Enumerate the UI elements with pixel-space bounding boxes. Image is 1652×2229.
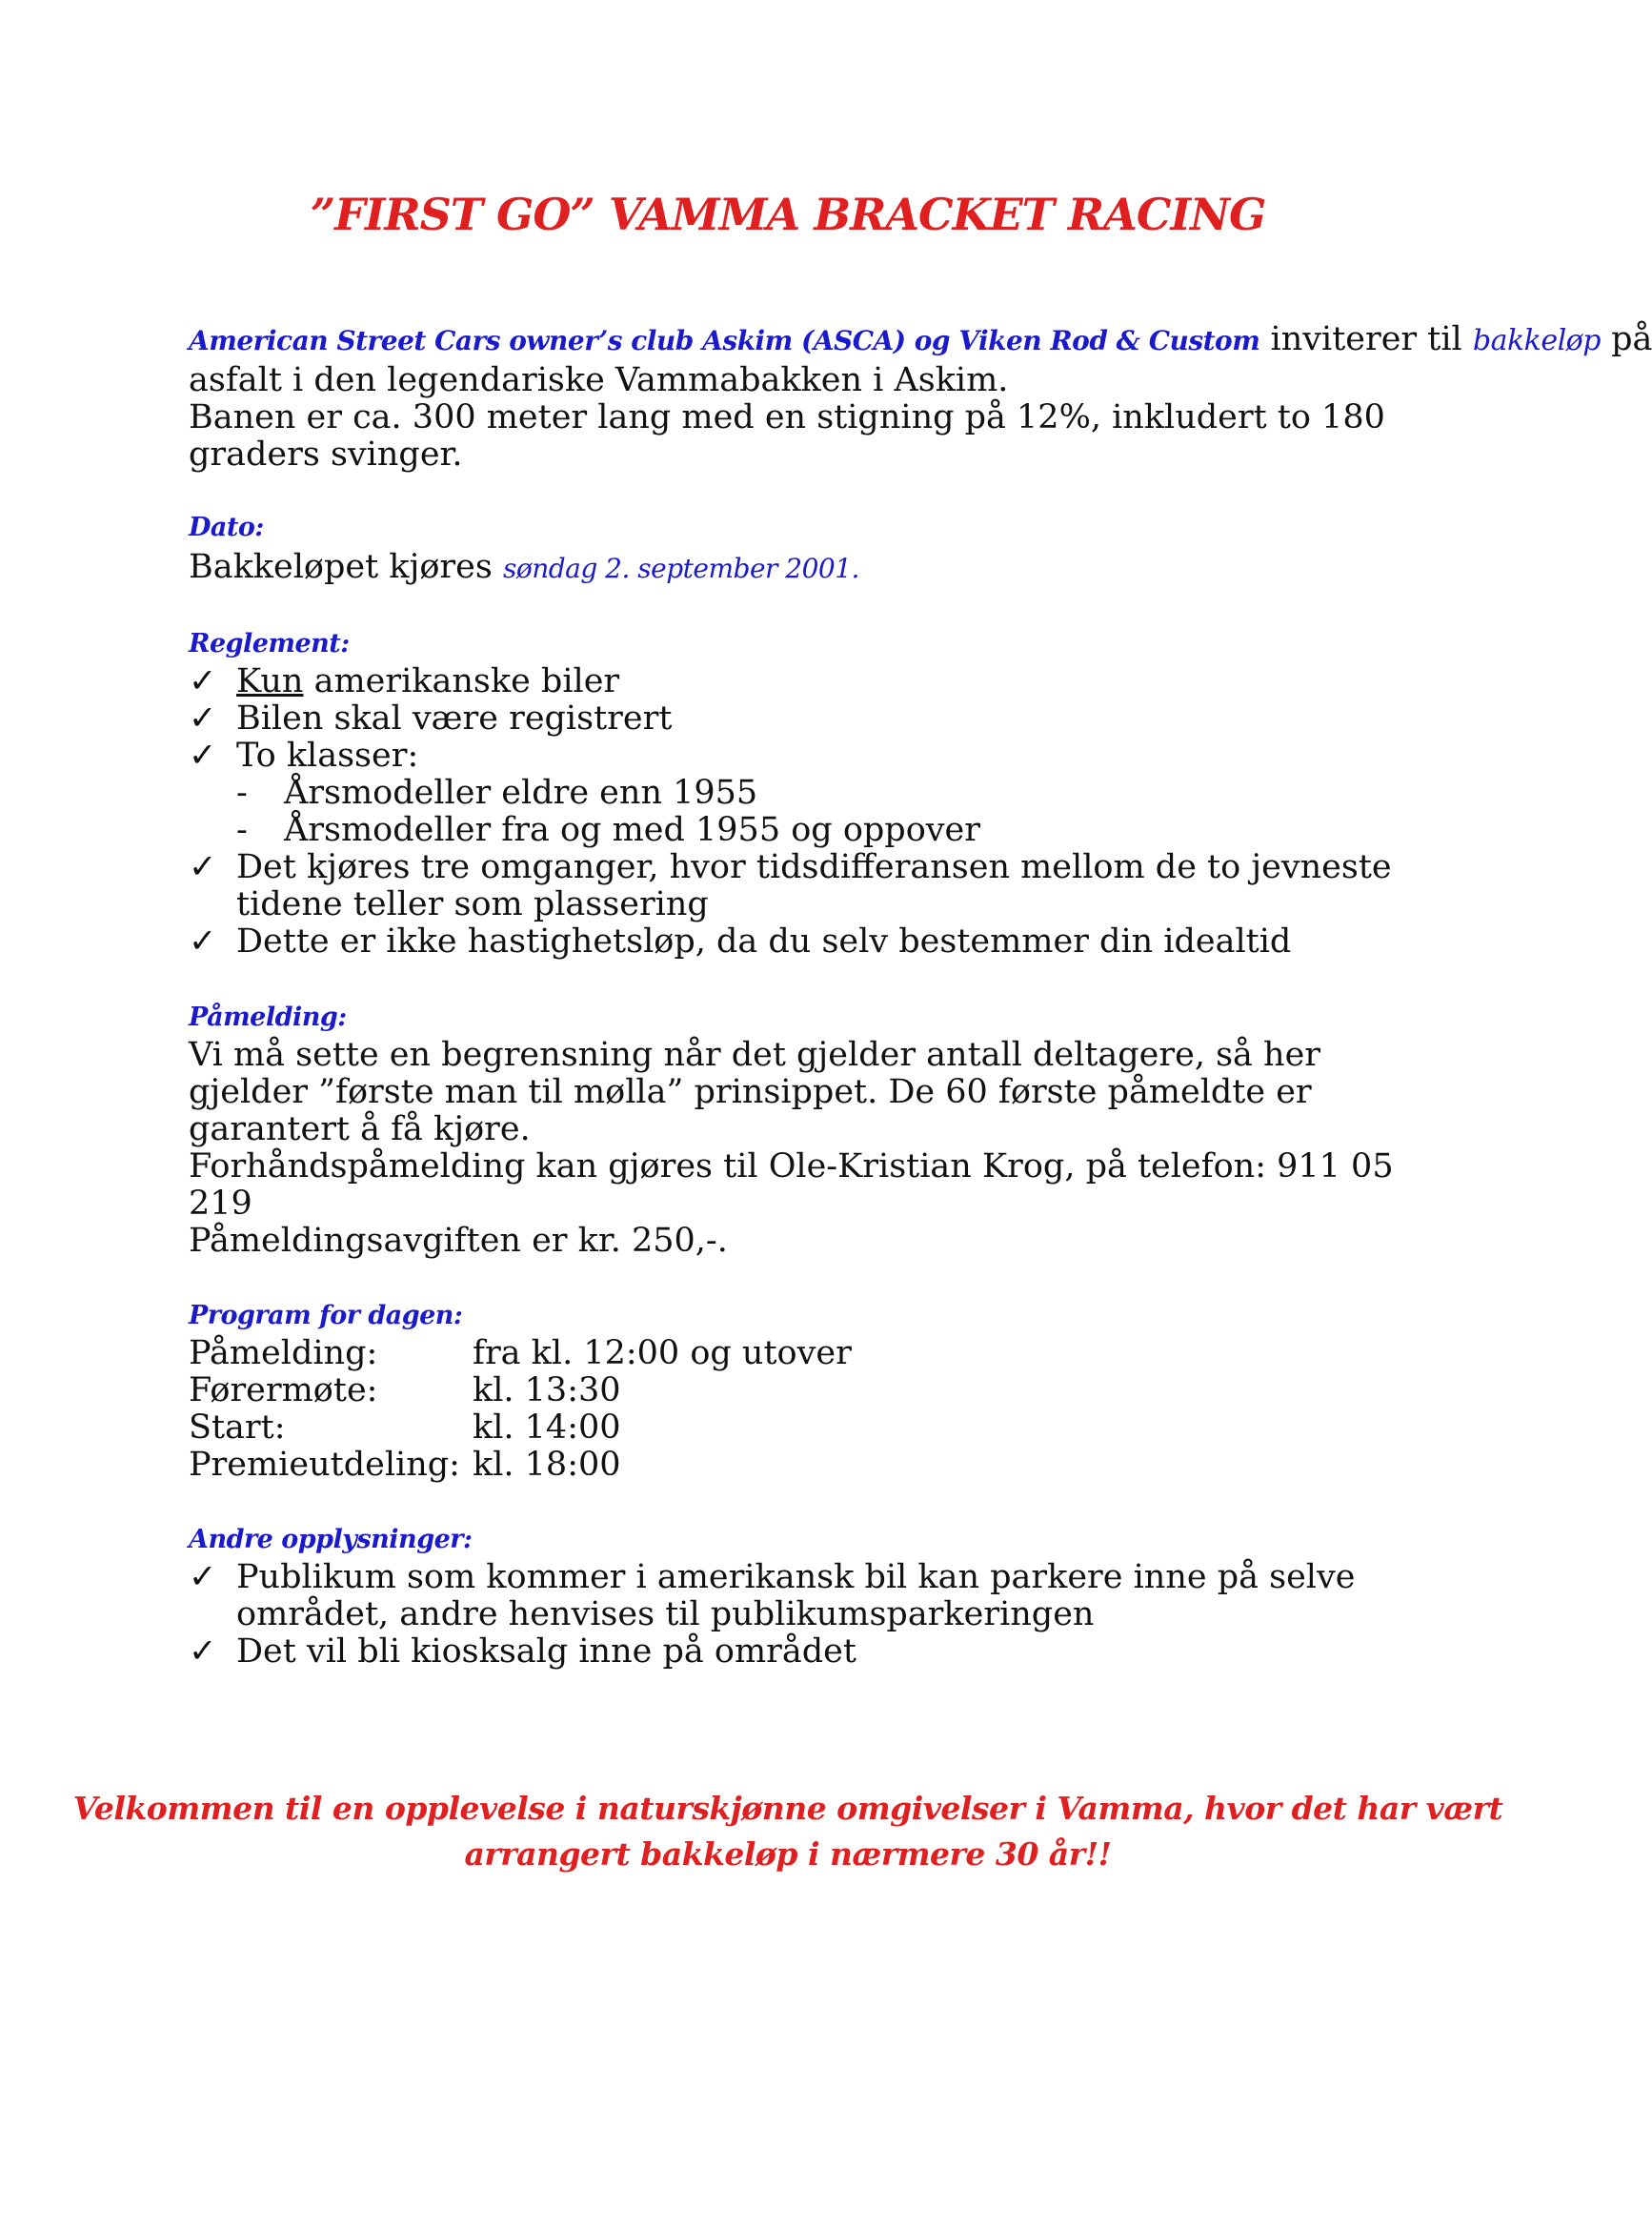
dash-icon: -	[236, 774, 248, 812]
check-icon: ✓	[189, 1558, 217, 1596]
registration-line-1: Vi må sette en begrensning når det gjelder antall deltagere, så her	[189, 1036, 1321, 1074]
registration-line-4: Forhåndspåmelding kan gjøres til Ole-Kristian Krog, på telefon: 911 05	[189, 1147, 1394, 1185]
rule-5-text: Dette er ikke hastighetsløp, da du selv bestemmer din idealtid	[236, 922, 1292, 961]
intro-line-4: graders svinger.	[189, 436, 463, 474]
heading-dato: Dato:	[189, 513, 264, 542]
check-icon: ✓	[189, 1632, 217, 1671]
program-label: Start:	[189, 1408, 286, 1447]
heading-other-info: Andre opplysninger:	[189, 1525, 473, 1554]
rule-4-text-cont: tidene teller som plassering	[236, 885, 709, 923]
check-icon: ✓	[189, 699, 217, 738]
closing-line-1: Velkommen til en opplevelse i naturskjønne omgivelser i Vamma, hvor det har vært	[72, 1790, 1503, 1827]
heading-program: Program for dagen:	[189, 1301, 463, 1330]
closing-line-2: arrangert bakkeløp i nærmere 30 år!!	[464, 1835, 1112, 1873]
rule-2-text: Bilen skal være registrert	[236, 699, 673, 738]
program-label: Førermøte:	[189, 1371, 378, 1409]
program-time: kl. 14:00	[473, 1408, 621, 1447]
heading-reglement: Reglement:	[189, 629, 350, 659]
intro-line-3: Banen er ca. 300 meter lang med en stigning på 12%, inkludert to 180	[189, 398, 1385, 436]
program-label: Påmelding:	[189, 1334, 378, 1372]
intro-on-text: på	[1611, 320, 1652, 358]
check-icon: ✓	[189, 848, 217, 886]
rule-4-text: Det kjøres tre omganger, hvor tidsdifferansen mellom de to jevneste	[236, 848, 1392, 886]
program-label: Premieutdeling:	[189, 1446, 460, 1484]
info-1-text: Publikum som kommer i amerikansk bil kan parkere inne på selve	[236, 1558, 1356, 1596]
rule-1-emphasis: Kun	[236, 662, 304, 700]
registration-line-3: garantert å få kjøre.	[189, 1110, 531, 1148]
check-icon: ✓	[189, 922, 217, 961]
intro-invite-text: inviterer til	[1270, 320, 1462, 358]
intro-line-1	[189, 321, 1652, 359]
document-title: ”FIRST GO” VAMMA BRACKET RACING	[310, 189, 1266, 240]
class-1-text: Årsmodeller eldre enn 1955	[284, 774, 758, 812]
program-time: kl. 13:30	[473, 1371, 621, 1409]
intro-event-type: bakkeløp	[1472, 324, 1601, 357]
date-line	[189, 549, 859, 587]
date-prefix: Bakkeløpet kjøres	[189, 548, 493, 586]
dash-icon: -	[236, 811, 248, 849]
rule-1-text: amerikanske biler	[303, 662, 620, 700]
heading-pamelding: Påmelding:	[189, 1003, 347, 1032]
intro-line-2: asfalt i den legendariske Vammabakken i Askim.	[189, 361, 1009, 399]
check-icon: ✓	[189, 662, 217, 700]
check-icon: ✓	[189, 737, 217, 775]
registration-line-5: 219	[189, 1185, 252, 1223]
organizers: American Street Cars owner’s club Askim (ASCA) og Viken Rod & Custom	[189, 325, 1260, 356]
program-time: kl. 18:00	[473, 1446, 621, 1484]
info-2-text: Det vil bli kiosksalg inne på området	[236, 1632, 856, 1671]
class-2-text: Årsmodeller fra og med 1955 og oppover	[284, 811, 980, 849]
event-date: søndag 2. september 2001.	[502, 553, 859, 584]
registration-fee: Påmeldingsavgiften er kr. 250,-.	[189, 1222, 728, 1260]
registration-line-2: gjelder ”første man til mølla” prinsippet. De 60 første påmeldte er	[189, 1073, 1312, 1111]
rule-3-text: To klasser:	[236, 737, 419, 775]
info-1-text-cont: området, andre henvises til publikumsparkeringen	[236, 1595, 1095, 1633]
program-time: fra kl. 12:00 og utover	[473, 1334, 852, 1372]
